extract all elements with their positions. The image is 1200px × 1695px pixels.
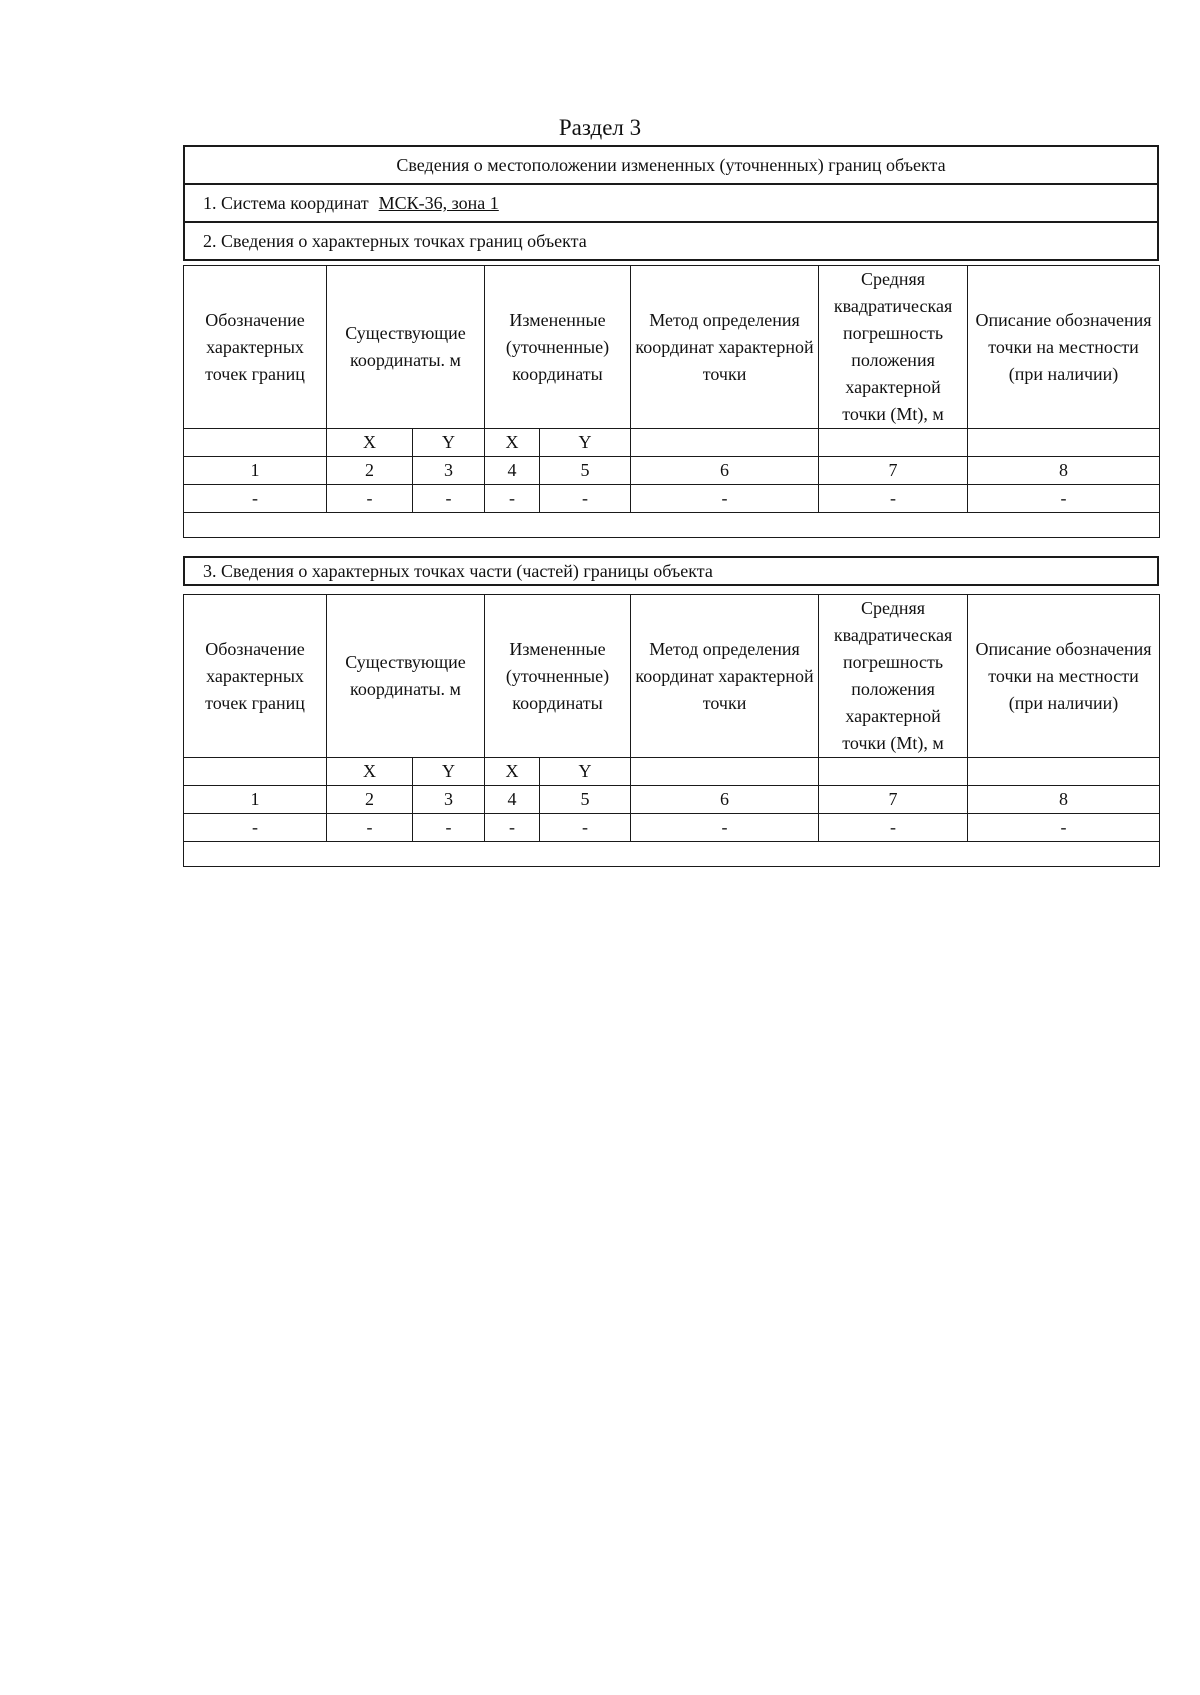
- column-header-changed: Измененные (уточненные) координаты: [485, 266, 631, 429]
- section3-title: 3. Сведения о характерных точках части (частей) границы объекта: [183, 556, 1159, 586]
- column-number: 6: [631, 457, 819, 485]
- axis-y-label: Y: [413, 429, 485, 457]
- table-cell: -: [184, 485, 327, 513]
- column-number: 4: [485, 457, 540, 485]
- column-header-method: Метод определения координат характерной точки: [631, 266, 819, 429]
- table-cell: -: [968, 485, 1160, 513]
- section-header-box: [183, 145, 1159, 261]
- axis-x-label: X: [327, 758, 413, 786]
- column-number: 8: [968, 457, 1160, 485]
- column-number: 4: [485, 786, 540, 814]
- column-number: 5: [540, 457, 631, 485]
- column-number: 2: [327, 786, 413, 814]
- coord-system-value: МСК-36, зона 1: [378, 193, 499, 213]
- empty-cell: [819, 758, 968, 786]
- section2-title: 2. Сведения о характерных точках границ объекта: [203, 231, 587, 251]
- coord-system-label: 1. Система координат: [203, 193, 369, 213]
- blank-row: [184, 842, 1160, 867]
- boundary-part-points-table: [183, 594, 1160, 867]
- table-cell: -: [819, 814, 968, 842]
- column-header-designation: Обозначение характерных точек границ: [184, 595, 327, 758]
- column-number: 3: [413, 786, 485, 814]
- table-cell: -: [968, 814, 1160, 842]
- empty-cell: [184, 429, 327, 457]
- column-number: 8: [968, 786, 1160, 814]
- table-cell: -: [631, 814, 819, 842]
- axis-y-label: Y: [540, 758, 631, 786]
- column-header-method: Метод определения координат характерной точки: [631, 595, 819, 758]
- empty-cell: [819, 429, 968, 457]
- coord-system-row: [185, 185, 1157, 223]
- table-cell: -: [413, 485, 485, 513]
- column-number: 6: [631, 786, 819, 814]
- blank-row: [184, 513, 1160, 538]
- boundary-points-table: [183, 265, 1160, 538]
- empty-cell: [184, 758, 327, 786]
- column-number: 7: [819, 457, 968, 485]
- empty-cell: [968, 758, 1160, 786]
- table-cell: -: [485, 485, 540, 513]
- empty-cell: [631, 429, 819, 457]
- column-header-description: Описание обозначения точки на местности (при наличии): [968, 266, 1160, 429]
- column-header-error: Средняя квадратическая погрешность положения характерной точки (Mt), м: [819, 595, 968, 758]
- table-cell: -: [327, 814, 413, 842]
- empty-cell: [968, 429, 1160, 457]
- table-cell: -: [413, 814, 485, 842]
- table-cell: -: [540, 814, 631, 842]
- column-number: 1: [184, 786, 327, 814]
- axis-x-label: X: [485, 429, 540, 457]
- column-header-error: Средняя квадратическая погрешность положения характерной точки (Mt), м: [819, 266, 968, 429]
- section-title: Сведения о местоположении измененных (уточненных) границ объекта: [185, 147, 1157, 185]
- table-cell: -: [327, 485, 413, 513]
- axis-x-label: X: [327, 429, 413, 457]
- axis-x-label: X: [485, 758, 540, 786]
- column-header-existing: Существующие координаты. м: [327, 266, 485, 429]
- axis-y-label: Y: [540, 429, 631, 457]
- column-header-existing: Существующие координаты. м: [327, 595, 485, 758]
- column-number: 7: [819, 786, 968, 814]
- table-cell: -: [485, 814, 540, 842]
- table-cell: -: [184, 814, 327, 842]
- table-cell: -: [631, 485, 819, 513]
- empty-cell: [631, 758, 819, 786]
- column-header-description: Описание обозначения точки на местности (при наличии): [968, 595, 1160, 758]
- column-header-designation: Обозначение характерных точек границ: [184, 266, 327, 429]
- column-number: 3: [413, 457, 485, 485]
- table-cell: -: [540, 485, 631, 513]
- column-number: 2: [327, 457, 413, 485]
- axis-y-label: Y: [413, 758, 485, 786]
- table-cell: -: [819, 485, 968, 513]
- column-header-changed: Измененные (уточненные) координаты: [485, 595, 631, 758]
- column-number: 5: [540, 786, 631, 814]
- column-number: 1: [184, 457, 327, 485]
- page-title: Раздел 3: [558, 115, 642, 140]
